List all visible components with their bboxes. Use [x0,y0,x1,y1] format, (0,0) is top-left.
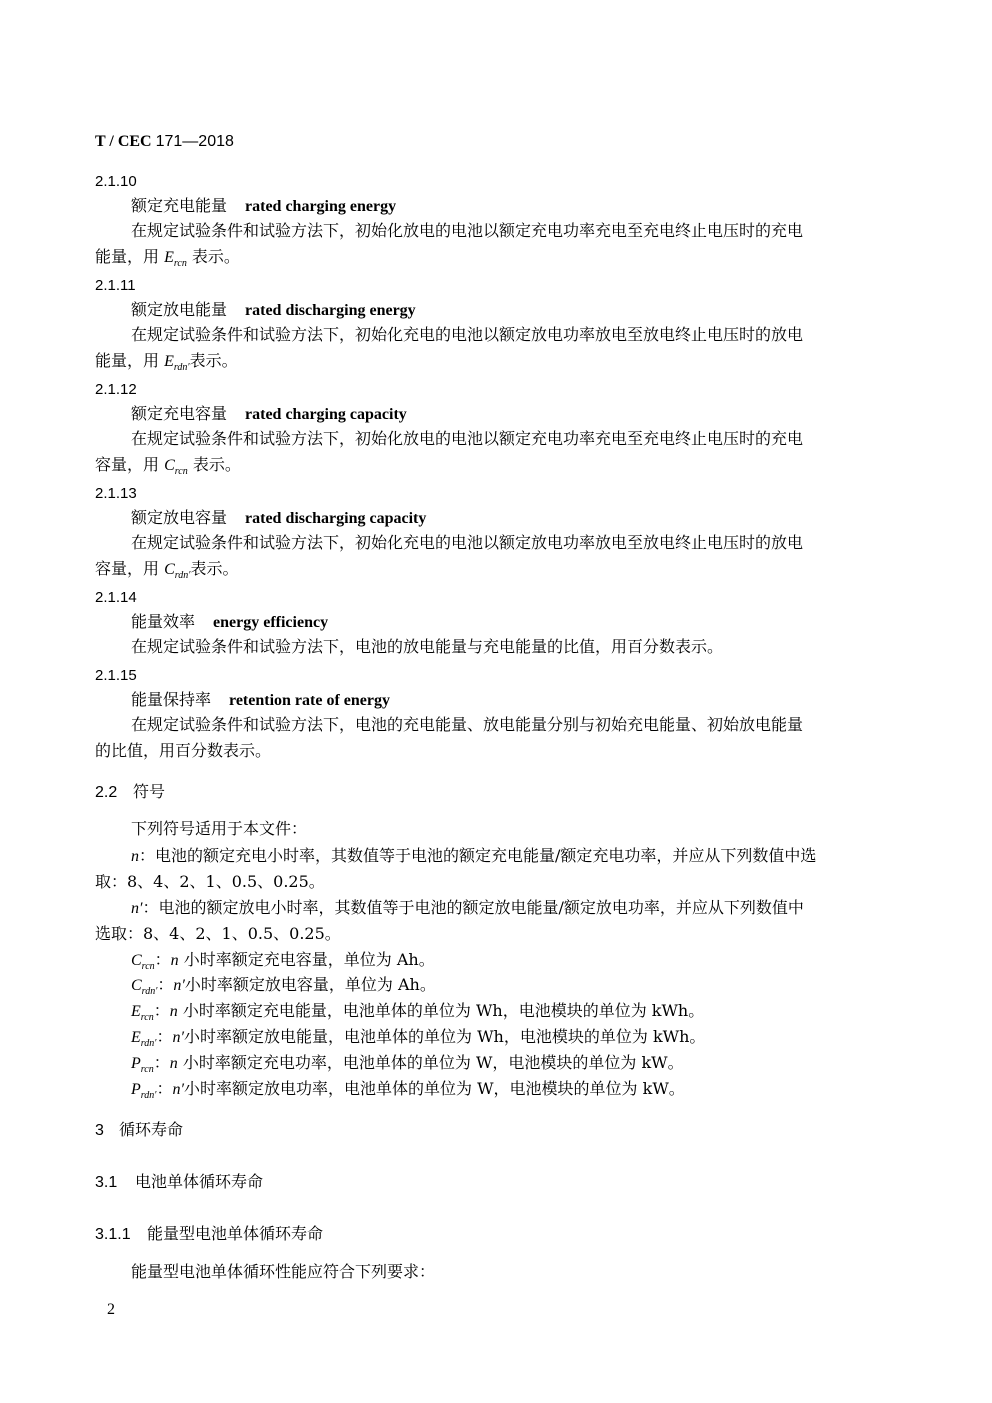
term-title [131,690,390,711]
term-zh: 能量效率 [131,612,196,631]
clause-number: 2.1.15 [95,667,137,684]
term-title [131,612,328,633]
term-definition: 在规定试验条件和试验方法下，初始化放电的电池以额定充电功率充电至充电终止电压时的充电 [131,221,804,240]
section-heading [95,1172,263,1193]
term-title [131,404,407,425]
term-definition-cont: 能量，用 $E_{rcn}$ 表示。 [95,247,240,270]
section-heading [95,1224,323,1245]
section-title: 能量型电池单体循环寿命 [147,1224,324,1243]
symbol-item: $C_{rdn'}$：n′小时率额定放电容量，单位为 Ah。 [131,975,436,998]
symbols-intro: 下列符号适用于本文件： [131,819,308,838]
section-title: 循环寿命 [119,1120,184,1139]
clause-number: 2.1.10 [95,173,137,190]
term-definition: 在规定试验条件和试验方法下，初始化充电的电池以额定放电功率放电至放电终止电压时的放电 [131,325,804,344]
clause-number: 2.1.12 [95,381,137,398]
term-title [131,196,396,217]
symbol-nprime-def-cont: 选取：8、4、2、1、0.5、0.25。 [95,924,341,943]
section-number: 2.2 [95,784,118,801]
term-zh: 额定充电容量 [131,404,228,423]
symbol: C [164,457,175,474]
standard-number: 171—2018 [155,133,234,150]
section-number: 3 [95,1122,104,1139]
term-title [131,508,426,529]
term-en: energy efficiency [213,614,329,631]
term-en: rated charging energy [245,198,397,215]
term-definition-cont: 的比值，用百分数表示。 [95,741,272,760]
term-zh: 额定放电能量 [131,300,228,319]
term-definition-cont: 容量，用 $C_{rcn}$ 表示。 [95,455,241,478]
term-en: rated discharging energy [245,302,416,319]
term-definition: 在规定试验条件和试验方法下，电池的放电能量与充电能量的比值，用百分数表示。 [131,637,724,656]
term-zh: 额定放电容量 [131,508,228,527]
symbol-n-def: n：电池的额定充电小时率，其数值等于电池的额定充电能量/额定充电功率，并应从下列数值中选 [131,846,817,865]
term-definition-cont: 容量，用 $C_{rdn'}$表示。 [95,559,239,582]
section-heading [95,1120,183,1141]
section-title: 符号 [133,782,166,801]
document-header [95,132,234,152]
clause-number: 2.1.13 [95,485,137,502]
section-body: 能量型电池单体循环性能应符合下列要求： [131,1262,436,1281]
symbol: E [164,353,174,370]
term-definition: 在规定试验条件和试验方法下，初始化充电的电池以额定放电功率放电至放电终止电压时的放电 [131,533,804,552]
term-zh: 额定充电能量 [131,196,228,215]
term-zh: 能量保持率 [131,690,212,709]
symbol-item: $P_{rcn}$：n 小时率额定充电功率，电池单体的单位为 W，电池模块的单位为 kW。 [131,1053,684,1076]
term-definition: 在规定试验条件和试验方法下，初始化放电的电池以额定充电功率充电至充电终止电压时的充电 [131,429,804,448]
term-title [131,300,416,321]
symbol-item: $P_{rdn'}$：n′小时率额定放电功率，电池单体的单位为 W，电池模块的单位为 kW。 [131,1079,685,1102]
term-definition: 在规定试验条件和试验方法下，电池的充电能量、放电能量分别与初始充电能量、初始放电能量 [131,715,804,734]
section-number: 3.1.1 [95,1226,131,1243]
term-definition-cont: 能量，用 $E_{rdn'}$表示。 [95,351,238,374]
symbol-n-def-cont: 取：8、4、2、1、0.5、0.25。 [95,872,325,891]
symbol-nprime-def: n′：电池的额定放电小时率，其数值等于电池的额定放电能量/额定放电功率，并应从下列数值中 [131,898,804,917]
section-number: 3.1 [95,1174,118,1191]
symbol: C [164,561,175,578]
section-title: 电池单体循环寿命 [135,1172,264,1191]
symbol: n [131,848,139,865]
clause-number: 2.1.14 [95,589,137,606]
clause-number: 2.1.11 [95,277,136,294]
symbol-item: $E_{rcn}$：n 小时率额定充电能量，电池单体的单位为 Wh，电池模块的单位为 kWh。 [131,1001,705,1024]
term-en: rated discharging capacity [245,510,427,527]
symbol-item: $E_{rdn'}$：n′小时率额定放电能量，电池单体的单位为 Wh，电池模块的单位为 kWh。 [131,1027,706,1050]
symbol: n′ [131,900,143,917]
symbol-item: $C_{rcn}$：n 小时率额定充电容量，单位为 Ah。 [131,950,435,973]
standard-prefix: T / CEC [95,133,152,150]
term-en: retention rate of energy [229,692,390,709]
page-number: 2 [107,1301,115,1318]
section-heading [95,782,165,803]
symbol: E [164,249,174,266]
term-en: rated charging capacity [245,406,407,423]
